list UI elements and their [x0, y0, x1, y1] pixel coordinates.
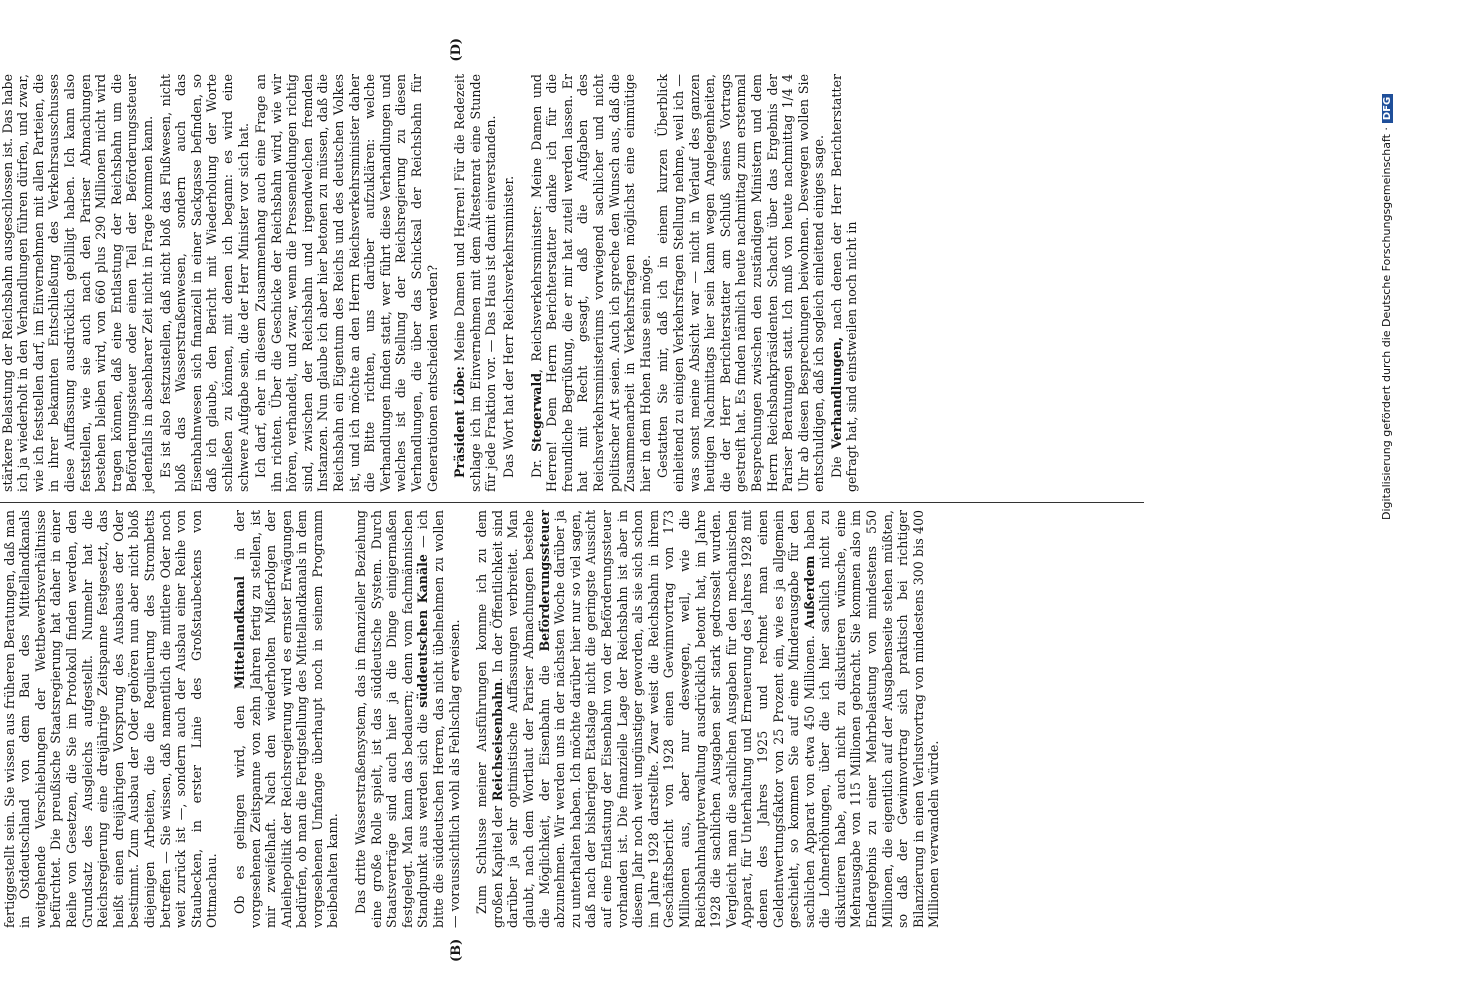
digitization-text: Digitalisierung gefördert durch die Deutsche Forschungsgemeinschaft · — [1380, 127, 1393, 520]
emphasis: Reichseisenbahn — [489, 681, 505, 802]
paragraph: Zum Schlusse meiner Ausführungen komme ich zu dem großen Kapitel der Reichseisenbahn. In der Öffentlichkeit sind darüber ja sehr optimistische Auffassungen verbreitet. Man glaubt, nach dem Wortlaut der Pariser Abmachungen bestehe die Möglichkeit, der Eisenbahn die Beförderungssteuer abzunehmen. Wir werden uns in der nächsten Woche darüber ja zu unterhalten haben. Ich möchte darüber hier nur so viel sagen, daß nach der bisherigen Etatslage nicht die geringste Aussicht auf eine Entlastung der Eisenbahn von der Beförderungssteuer vorhanden ist. Die finanzielle Lage der Reichsbahn ist aber in diesem Jahr noch weit ungünstiger geworden, als sie sich schon im Jahre 1928 darstellte. Zwar weist die Reichsbahn in ihrem Geschäftsbericht von 1928 einen Gewinnvortrag von 173 Millionen aus, aber nur deswegen, weil, wie die Reichsbahnhauptverwaltung ausdrücklich betont hat, im Jahre 1928 die sachlichen Ausgaben sehr stark gedrosselt wurden. Vergleicht man die sachlichen Ausgaben für den mechanischen Apparat, für Unterhaltung und Erneuerung des Jahres 1928 mit denen des Jahres 1925 und rechnet man einen Geldentwertungsfaktor von 25 Prozent ein, wie es ja allgemein geschieht, so kommen Sie auf eine Minderausgabe für den sachlichen Apparat von etwa 450 Millionen. Außerdem haben die Lohnerhöhungen, über die ich hier sachlich nicht zu diskutieren habe, auch nicht zu diskutieren wünsche, eine Mehrausgabe von 115 Millionen gebracht. Sie kommen also im Endergebnis zu einer Mehrbelastung von mindestens 550 Millionen, die eigentlich auf der Ausgabenseite stehen müßten, so daß der Gewinnvortrag sich praktisch bei richtiger Bilanzierung in einen Verlustvortrag von mindestens 300 bis 400 Millionen verwandeln würde. — [474, 509, 942, 928]
speaker-name: Stegerwald — [528, 372, 544, 452]
emphasis: Verhandlungen, — [828, 336, 844, 449]
paragraph: Die Verhandlungen, nach denen der Herr Berichterstatter gefragt hat, sind einstweilen noch nicht in — [828, 74, 860, 492]
emphasis: Außerdem — [801, 555, 817, 629]
document-page — [0, 36, 1184, 964]
margin-mark-d: (D) — [449, 38, 464, 62]
paragraph: Es ist also festzustellen, daß nicht bloß das Flußwesen, nicht bloß das Wasserstraßenwesen, sondern auch das Eisenbahnwesen sich finanziell in einer Sackgasse befinden, so daß ich glaube, den Bericht mit Wiederholung der Worte schließen zu können, mit denen ich begann: es wird eine schwere Aufgabe sein, die der Herr Minister vor sich hat. — [157, 74, 251, 492]
emphasis: Mittellandkanal — [231, 576, 247, 690]
emphasis: Beförderungssteuer — [536, 510, 552, 652]
paragraph: Das Wort hat der Herr Reichsverkehrsminister. — [501, 175, 516, 478]
paragraph: Ich darf, eher in diesem Zusammenhang auch eine Frage an ihn richten. Über die Geschicke der Reichsbahn wird, wie wir hören, verhandelt, und zwar, wenn die Pressemeldungen richtig sind, zwischen der Reichsbahn und irgendwelchen fremden Instanzen. Nun glaube ich aber hier betonen zu müssen, daß die Reichsbahn ein Eigentum des Reichs und des deutschen Volkes ist, und ich möchte an den Herrn Reichsverkehrsminister daher die Bitte richten, uns darüber aufzuklären: welche Verhandlungen finden statt, wer führt diese Verhandlungen und welches ist die Stellung der Reichsregierung zu diesen Verhandlungen, die über das Schicksal der Reichsbahn für Generationen entscheiden werden? — [253, 74, 440, 492]
speaker-name: Präsident Löbe: — [452, 366, 468, 478]
paragraph: Gestatten Sie mir, daß ich in einem kurzen Überblick einleitend zu einigen Verkehrsfragen Stellung nehme, weil ich — was sonst meine Absicht war — nicht in Verlauf des ganzen heutigen Nachmittags hier sein kann wegen Angelegenheiten, die der Herr Berichterstatter am Schluß seines Vortrags gestreift hat. Es finden nämlich heute nachmittag zum erstenmal Besprechungen zwischen den zuständigen Ministern und dem Herrn Reichsbankpräsidenten Schacht über das Ergebnis der Pariser Beratungen statt. Ich muß von heute nachmittag 1/4 4 Uhr ab diesen Besprechungen beiwohnen. Deswegen wollen Sie entschuldigen, daß ich sogleich einleitend einiges sage. — [655, 74, 827, 492]
column-divider — [0, 502, 1144, 503]
right-column — [0, 74, 862, 492]
paragraph: stärkere Belastung der Reichsbahn ausgeschlossen ist. Das habe ich ja wiederholt in den Verhandlungen führen dürfen, und zwar, wie ich feststellen darf, im Einvernehmen mit allen Parteien, die in ihrer bekannten Entschließung des Verkehrsausschusses diese Auffassung ausdrücklich gebilligt haben. Ich kann also feststellen, wie sie auch nach den Pariser Abmachungen bestehen bleiben wird, von 660 plus 290 Millionen nicht wird tragen können, daß eine Entlastung der Reichsbahn um die Beförderungssteuer oder einen Teil der Beförderungssteuer jedenfalls in absehbarer Zeit nicht in Frage kommen kann. — [0, 74, 155, 492]
paragraph: fertiggestellt sein. Sie wissen aus früheren Beratungen, daß man in Ostdeutschland von dem Bau des Mittellandkanals weitgehende Verschiebungen der Wettbewerbsverhältnisse befürchtet. Die preußische Staatsregierung hat daher in einer Reihe von Gesetzen, die Sie im Protokoll finden werden, den Grundsatz des Ausgleichs aufgestellt. Nunmehr hat die Reichsregierung eine dreijährige Zeitspanne festgesetzt, das heißt einen dreijährigen Vorsprung des Ausbaues der Oder bestimmt. Zum Ausbau der Oder gehören nun aber nicht bloß diejenigen Arbeiten, die die Regulierung des Strombetts betreffen — Sie wissen, daß namentlich die mittlere Oder noch weit zurück ist —, sondern auch der Ausbau einer Reihe von Staubecken, in erster Linie des Großstaubeckens von Ottmachau. — [1, 510, 220, 928]
dfg-logo: DFG — [1382, 94, 1393, 123]
emphasis: süddeutschen Kanäle — [415, 554, 431, 708]
digitization-note — [1380, 0, 1480, 1000]
minister-statement: Dr. Stegerwald, Reichsverkehrsminister: Meine Damen und Herren! Dem Herrn Berichterstatter danke ich für die freundliche Begrüßung, die er mir hat zuteil werden lassen. Er hat mit Recht gesagt, daß die Aufgaben des Reichsverkehrsministeriums vorwiegend sachlicher und nicht politischer Art seien. Auch ich spreche den Wunsch aus, daß die Zusammenarbeit in Verkehrsfragen möglichst eine einmütige hier in dem Hohen Hause sein möge. — [528, 74, 653, 492]
left-column — [0, 510, 944, 928]
margin-mark-c — [0, 38, 1, 61]
paragraph: Ob es gelingen wird, den Mittellandkanal in der vorgesehenen Zeitspanne von zehn Jahren fertig zu stellen, ist mir zweifelhaft. Nach den wiederholten Mißerfolgen der Anleihepolitik der Reichsregierung wird es ernster Erwägungen bedürfen, ob man die Fertigstellung des Mittellandkanals in dem vorgesehenen Umfange überhaupt noch in seinem Programm beibehalten kann. — [231, 510, 341, 928]
president-statement: Präsident Löbe: Meine Damen und Herren! Für die Redezeit schlage ich im Einvernehmen mit dem Ältestenrat eine Stunde für jede Fraktion vor. — Das Haus ist damit einverstanden. — [452, 73, 499, 492]
paragraph: Das dritte Wasserstraßensystem, das in finanzieller Beziehung eine große Rolle spielt, ist das süddeutsche System. Durch Staatsverträge sind auch hier ja die Dinge einigermaßen festgelegt. Man kann das bedauern; denn vom fachmännischen Standpunkt aus werden sich die süddeutschen Kanäle — ich bitte die süddeutschen Herren, das nicht übelnehmen zu wollen — voraussichtlich wohl als Fehlschlag erweisen. — [353, 510, 462, 928]
margin-mark-a — [0, 940, 1, 962]
margin-mark-b: (B) — [449, 938, 464, 962]
